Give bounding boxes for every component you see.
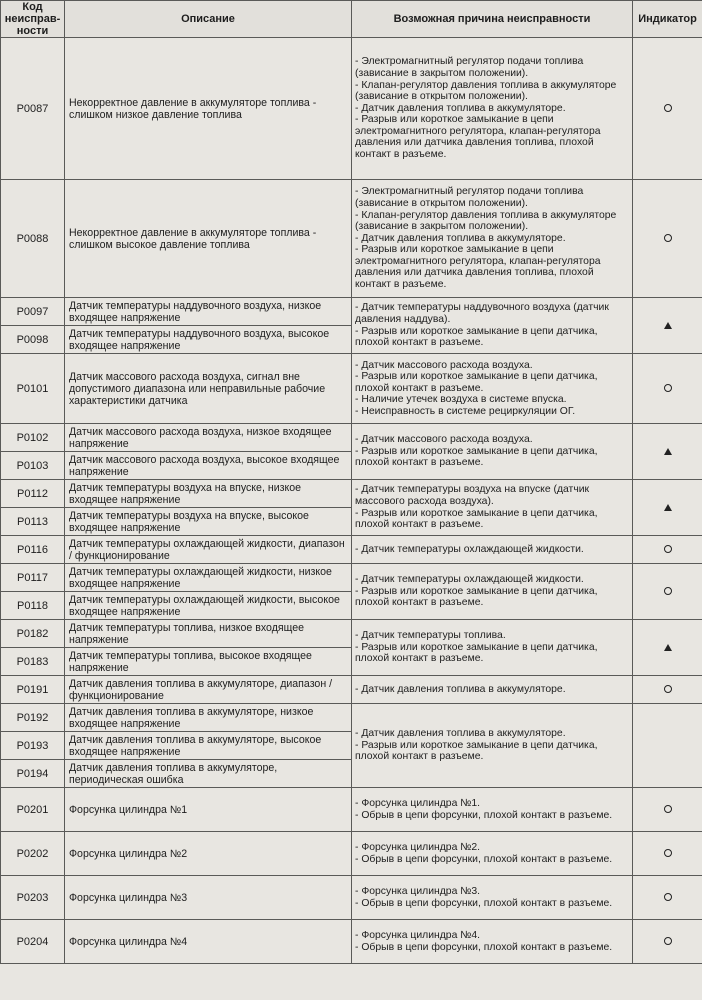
table-row [1,676,702,704]
circle-icon [664,545,672,553]
fault-description: Датчик массового расхода воздуха, сигнал вне допустимого диапазона или неправильные рабочие характеристики датчика [65,354,352,424]
fault-cause [352,564,633,620]
fault-description: Датчик давления топлива в аккумуляторе, низкое входящее напряжение [65,704,352,732]
fault-code: P0088 [1,180,65,298]
fault-description: Датчик температуры топлива, низкое входящее напряжение [65,620,352,648]
indicator-cell [633,180,702,298]
circle-icon [664,384,672,392]
indicator-cell [633,564,702,620]
fault-code: P0113 [1,508,65,536]
circle-icon [664,685,672,693]
indicator-cell [633,704,702,788]
header-code: Код неисправ-ности [1,1,65,38]
fault-code: P0102 [1,424,65,452]
fault-description: Датчик массового расхода воздуха, низкое входящее напряжение [65,424,352,452]
table-row [1,564,702,592]
fault-code: P0112 [1,480,65,508]
header-cause: Возможная причина неисправности [352,1,633,38]
fault-code: P0182 [1,620,65,648]
cause-line: - Датчик температуры наддувочного воздуха (датчик давления наддува). [355,302,609,325]
indicator-cell [633,298,702,354]
indicator-cell [633,832,702,876]
table-row [1,876,702,920]
table-row [1,620,702,648]
table-row [1,704,702,732]
cause-line: - Обрыв в цепи форсунки, плохой контакт в разъеме. [355,897,613,909]
indicator-cell [633,424,702,480]
cause-line: - Разрыв или короткое замыкание в цепи датчика, плохой контакт в разъеме. [355,371,598,394]
cause-line: - Форсунка цилиндра №4. [355,929,481,941]
fault-code: P0118 [1,592,65,620]
header-description: Описание [65,1,352,38]
indicator-cell [633,876,702,920]
circle-icon [664,234,672,242]
indicator-cell [633,38,702,180]
cause-line: - Форсунка цилиндра №2. [355,841,481,853]
circle-icon [664,104,672,112]
fault-cause [352,424,633,480]
cause-line: - Разрыв или короткое замыкание в цепи датчика, плохой контакт в разъеме. [355,445,598,469]
cause-line: - Разрыв или короткое замыкание в цепи датчика, плохой контакт в разъеме. [355,585,598,609]
fault-description: Некорректное давление в аккумуляторе топлива - слишком высокое давление топлива [65,180,352,298]
cause-line: - Датчик давления топлива в аккумуляторе. [355,728,566,740]
cause-line: - Клапан-регулятор давления топлива в аккумуляторе (зависание в открытом положении). [355,79,617,103]
fault-cause [352,180,633,298]
indicator-cell [633,676,702,704]
circle-icon [664,587,672,595]
table-row [1,180,702,298]
table-row [1,480,702,508]
indicator-cell [633,354,702,424]
triangle-icon [664,644,672,651]
table-row [1,424,702,452]
fault-code: P0097 [1,298,65,326]
cause-line: - Форсунка цилиндра №1. [355,797,481,809]
cause-line: - Датчик температуры топлива. [355,630,506,642]
fault-description: Форсунка цилиндра №4 [65,920,352,964]
cause-line: - Разрыв или короткое замыкание в цепи датчика, плохой контакт в разъеме. [355,641,598,665]
indicator-cell [633,620,702,676]
cause-line: - Обрыв в цепи форсунки, плохой контакт в разъеме. [355,853,613,865]
table-row [1,354,702,424]
fault-code: P0204 [1,920,65,964]
cause-line: - Датчик температуры охлаждающей жидкости. [355,543,584,555]
fault-code: P0087 [1,38,65,180]
fault-code: P0203 [1,876,65,920]
fault-code: P0101 [1,354,65,424]
fault-description: Датчик температуры воздуха на впуске, низкое входящее напряжение [65,480,352,508]
triangle-icon [664,504,672,511]
cause-line: - Форсунка цилиндра №3. [355,885,481,897]
fault-description: Датчик температуры охлаждающей жидкости, низкое входящее напряжение [65,564,352,592]
circle-icon [664,893,672,901]
fault-code: P0201 [1,788,65,832]
triangle-icon [664,448,672,455]
fault-code: P0183 [1,648,65,676]
fault-code: P0193 [1,732,65,760]
fault-cause [352,480,633,536]
fault-description: Датчик температуры воздуха на впуске, высокое входящее напряжение [65,508,352,536]
fault-cause [352,704,633,788]
fault-cause [352,876,633,920]
cause-line: - Датчик температуры воздуха на впуске (датчик массового расхода воздуха). [355,484,590,507]
fault-description: Датчик массового расхода воздуха, высокое входящее напряжение [65,452,352,480]
fault-description: Форсунка цилиндра №2 [65,832,352,876]
fault-description: Датчик давления топлива в аккумуляторе, периодическая ошибка [65,760,352,788]
cause-line: - Клапан-регулятор давления топлива в аккумуляторе (зависание в закрытом положении). [355,209,617,233]
header-indicator: Индикатор [633,1,702,38]
fault-code: P0191 [1,676,65,704]
cause-line: - Электромагнитный регулятор подачи топлива (зависание в открытом положении). [355,186,584,209]
cause-line: - Неисправность в системе рециркуляции ОГ. [355,405,576,417]
cause-line: - Датчик давления топлива в аккумуляторе. [355,232,566,244]
fault-code: P0192 [1,704,65,732]
fault-description: Датчик температуры охлаждающей жидкости, высокое входящее напряжение [65,592,352,620]
indicator-cell [633,536,702,564]
fault-cause [352,788,633,832]
cause-line: - Обрыв в цепи форсунки, плохой контакт в разъеме. [355,809,613,821]
cause-line: - Разрыв или короткое замыкание в цепи электромагнитного регулятора, клапан-регулятора давления или датчика давления топлива, плохой контакт в разъеме. [355,244,601,291]
fault-description: Датчик температуры топлива, высокое входящее напряжение [65,648,352,676]
cause-line: - Датчик давления топлива в аккумуляторе. [355,683,566,695]
fault-code: P0098 [1,326,65,354]
fault-description: Датчик температуры наддувочного воздуха, высокое входящее напряжение [65,326,352,354]
fault-code: P0116 [1,536,65,564]
fault-description: Датчик давления топлива в аккумуляторе, высокое входящее напряжение [65,732,352,760]
fault-cause [352,832,633,876]
fault-description: Форсунка цилиндра №1 [65,788,352,832]
fault-description: Датчик температуры наддувочного воздуха, низкое входящее напряжение [65,298,352,326]
table-row [1,788,702,832]
indicator-cell [633,788,702,832]
table-row [1,536,702,564]
table-header-row [1,1,702,38]
cause-line: - Датчик температуры охлаждающей жидкости. [355,574,584,586]
fault-cause [352,354,633,424]
indicator-cell [633,480,702,536]
fault-description: Датчик температуры охлаждающей жидкости, диапазон / функционирование [65,536,352,564]
fault-cause [352,676,633,704]
cause-line: - Обрыв в цепи форсунки, плохой контакт в разъеме. [355,941,613,953]
fault-cause [352,920,633,964]
table-row [1,832,702,876]
fault-cause [352,38,633,180]
fault-code: P0103 [1,452,65,480]
cause-line: - Разрыв или короткое замыкание в цепи датчика, плохой контакт в разъеме. [355,507,598,531]
circle-icon [664,937,672,945]
cause-line: - Наличие утечек воздуха в системе впуска. [355,394,567,406]
indicator-cell [633,920,702,964]
cause-line: - Датчик массового расхода воздуха. [355,359,533,371]
fault-description: Датчик давления топлива в аккумуляторе, диапазон / функционирование [65,676,352,704]
fault-description: Некорректное давление в аккумуляторе топлива - слишком низкое давление топлива [65,38,352,180]
cause-line: - Электромагнитный регулятор подачи топлива (зависание в закрытом положении). [355,56,584,79]
table-row [1,920,702,964]
cause-line: - Разрыв или короткое замыкание в цепи датчика, плохой контакт в разъеме. [355,739,598,763]
fault-cause [352,536,633,564]
table-row [1,298,702,326]
circle-icon [664,805,672,813]
fault-cause [352,298,633,354]
cause-line: - Разрыв или короткое замыкание в цепи электромагнитного регулятора, клапан-регулятора давления или датчика давления топлива, плохой контакт в разъеме. [355,114,601,161]
cause-line: - Датчик давления топлива в аккумуляторе. [355,102,566,114]
fault-code: P0202 [1,832,65,876]
circle-icon [664,849,672,857]
triangle-icon [664,322,672,329]
table-row [1,38,702,180]
cause-line: - Разрыв или короткое замыкание в цепи датчика, плохой контакт в разъеме. [355,325,598,349]
fault-code: P0194 [1,760,65,788]
fault-code: P0117 [1,564,65,592]
fault-description: Форсунка цилиндра №3 [65,876,352,920]
cause-line: - Датчик массового расхода воздуха. [355,434,533,446]
fault-cause [352,620,633,676]
